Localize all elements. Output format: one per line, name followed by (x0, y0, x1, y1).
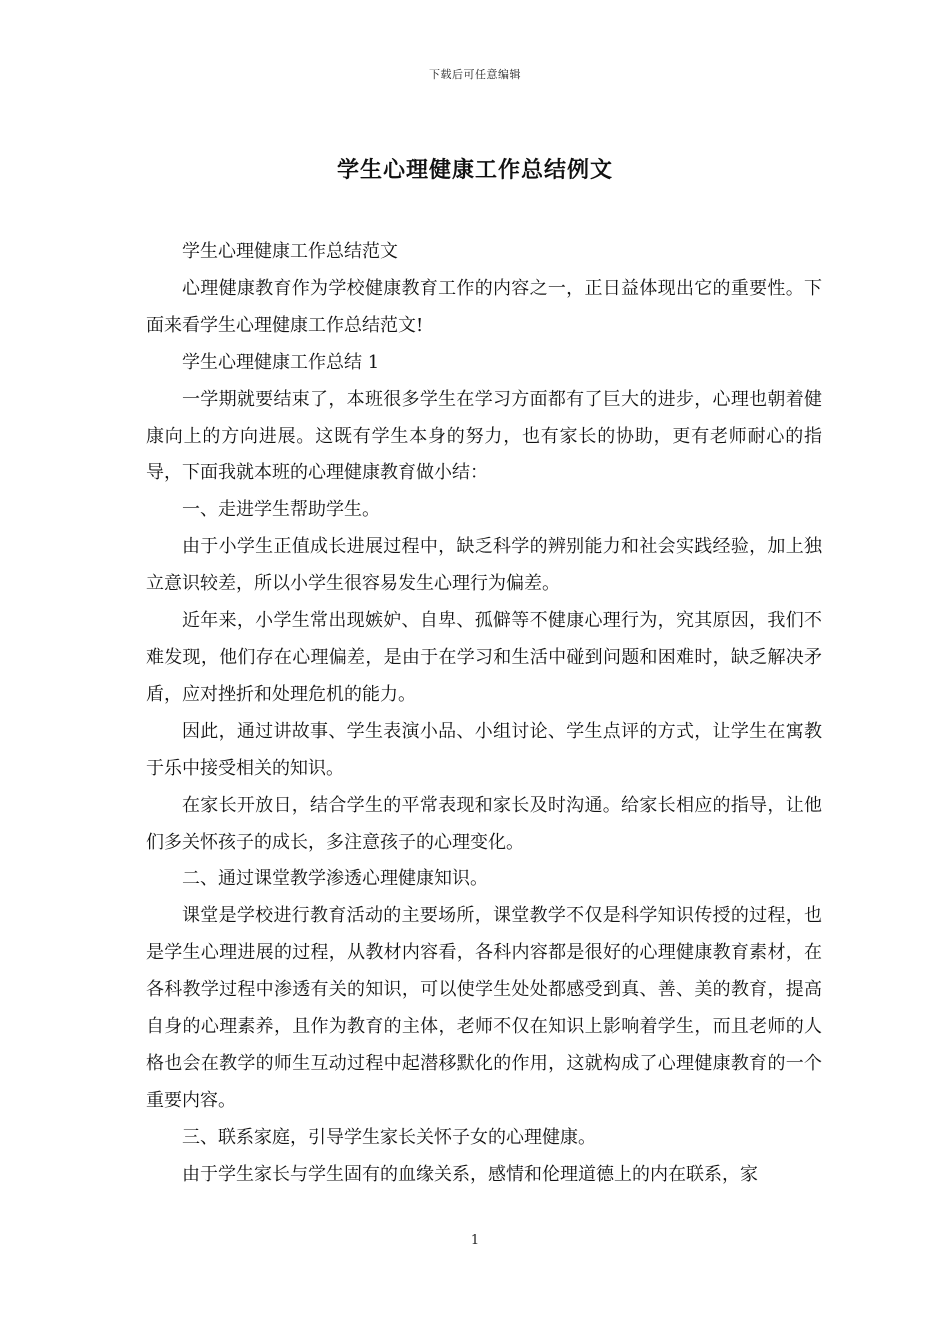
paragraph: 由于小学生正值成长进展过程中，缺乏科学的辨别能力和社会实践经验，加上独立意识较差，所以小学生很容易发生心理行为偏差。 (146, 536, 822, 595)
paragraph: 一学期就要结束了，本班很多学生在学习方面都有了巨大的进步，心理也朝着健康向上的方向进展。这既有学生本身的努力，也有家长的协助，更有老师耐心的指导，下面我就本班的心理健康教育做小结： (146, 388, 822, 484)
paragraph: 三、联系家庭，引导学生家长关怀子女的心理健康。 (182, 1126, 596, 1148)
paragraph: 二、通过课堂教学渗透心理健康知识。 (182, 868, 488, 890)
paragraph: 由于学生家长与学生固有的血缘关系，感情和伦理道德上的内在联系，家 (182, 1163, 758, 1185)
page-number: 1 (470, 1233, 480, 1248)
paragraph: 课堂是学校进行教育活动的主要场所，课堂教学不仅是科学知识传授的过程，也是学生心理进展的过程，从教材内容看，各科内容都是很好的心理健康教育素材，在各科教学过程中渗透有关的知识，可以使学生处处都感受到真、善、美的教育，提高自身的心理素养，且作为教育的主体，老师不仅在知识上影响着学生，而且老师的人格也会在教学的师生互动过程中起潜移默化的作用，这就构成了心理健康教育的一个重要内容。 (146, 905, 822, 1111)
paragraph: 近年来，小学生常出现嫉妒、自卑、孤僻等不健康心理行为，究其原因，我们不难发现，他们存在心理偏差，是由于在学习和生活中碰到问题和困难时，缺乏解决矛盾，应对挫折和处理危机的能力。 (146, 610, 822, 705)
paragraph: 学生心理健康工作总结范文 (182, 241, 398, 262)
document-body (146, 234, 822, 1194)
paragraph: 心理健康教育作为学校健康教育工作的内容之一，正日益体现出它的重要性。下面来看学生心理健康工作总结范文! (146, 277, 822, 336)
paragraph: 学生心理健康工作总结 1 (182, 351, 380, 373)
paragraph: 一、走进学生帮助学生。 (182, 499, 380, 521)
header-note: 下载后可任意编辑 (429, 68, 521, 81)
paragraph: 因此，通过讲故事、学生表演小品、小组讨论、学生点评的方式，让学生在寓教于乐中接受相关的知识。 (146, 720, 822, 779)
document-title: 学生心理健康工作总结例文 (336, 157, 613, 183)
paragraph: 在家长开放日，结合学生的平常表现和家长及时沟通。给家长相应的指导，让他们多关怀孩子的成长，多注意孩子的心理变化。 (146, 794, 822, 853)
